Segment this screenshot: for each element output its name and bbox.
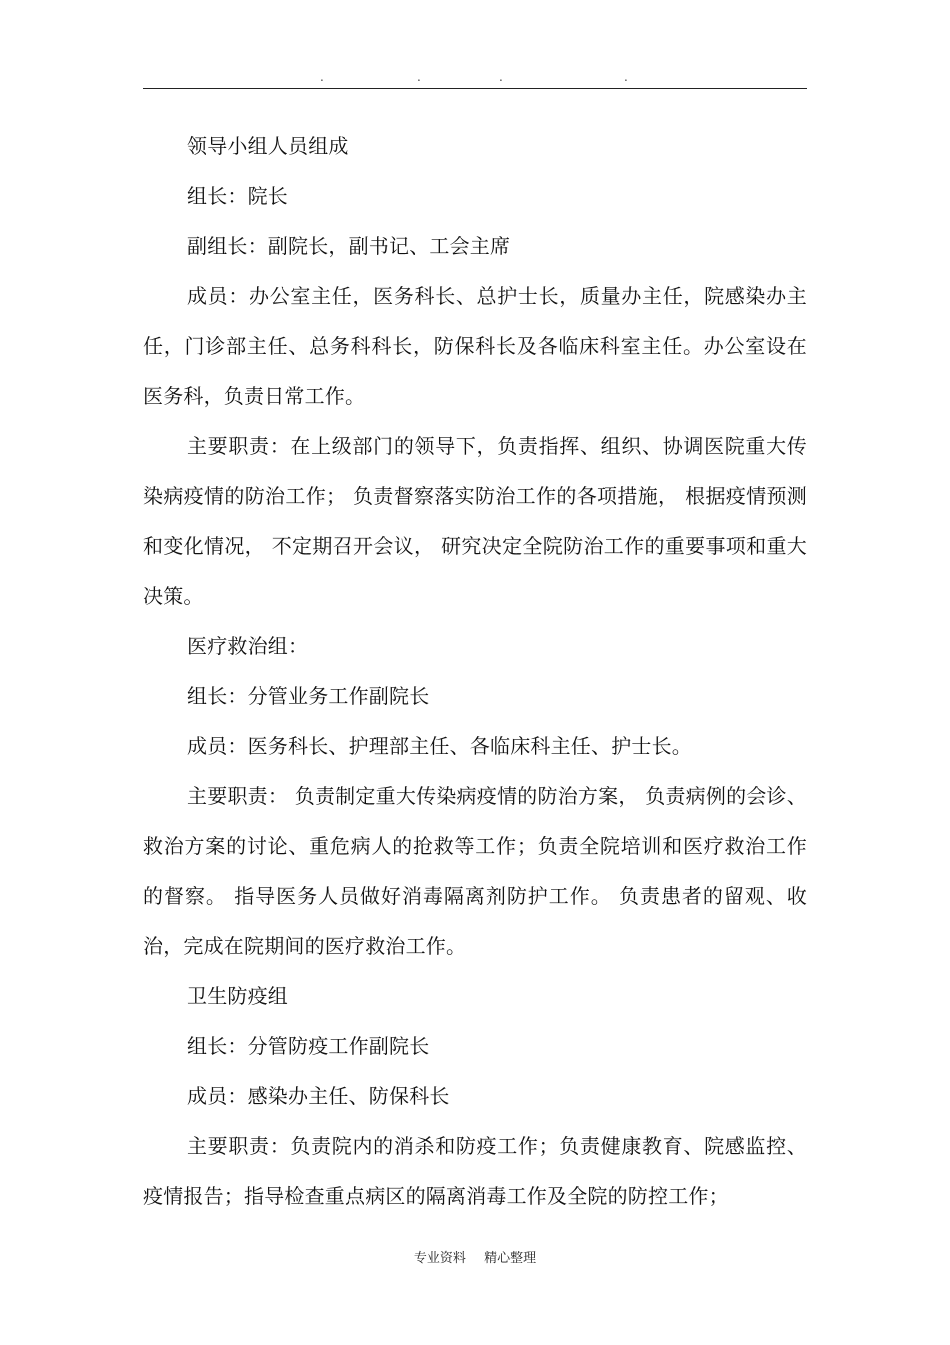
document-body (143, 121, 807, 1221)
header-rule (143, 88, 807, 89)
medical-members-line: 成员：医务科长、护理部主任、各临床科主任、护士长。 (187, 734, 692, 758)
header-dot: . (320, 70, 324, 84)
header-dots (0, 70, 950, 84)
leader-line: 组长：院长 (187, 184, 288, 208)
prevention-members-line: 成员：感染办主任、防保科长 (187, 1084, 450, 1108)
header-dot: . (624, 70, 628, 84)
header-dot: . (417, 70, 421, 84)
section-heading-medical-treatment: 医疗救治组： (187, 634, 309, 658)
medical-duties-paragraph: 主要职责： 负责制定重大传染病疫情的防治方案， 负责病例的会诊、救治方案的讨论、重危病人的抢救等工作；负责全院培训和医疗救治工作的督察。 指导医务人员做好消毒隔离剂防护工作。 负责患者的留观、收治，完成在院期间的医疗救治工作。 (143, 784, 807, 958)
footer-left-text: 专业资料 (413, 1251, 466, 1266)
deputy-leader-line: 副组长：副院长，副书记、工会主席 (187, 234, 511, 258)
page-footer (0, 1250, 950, 1268)
duties-paragraph: 主要职责：在上级部门的领导下，负责指挥、组织、协调医院重大传染病疫情的防治工作； 负责督察落实防治工作的各项措施， 根据疫情预测和变化情况， 不定期召开会议， 研究决定全院防治工作的重要事项和重大决策。 (143, 434, 807, 608)
medical-leader-line: 组长：分管业务工作副院长 (187, 684, 430, 708)
footer-right-text: 精心整理 (484, 1251, 537, 1266)
section-heading-leadership: 领导小组人员组成 (187, 134, 349, 158)
prevention-leader-line: 组长：分管防疫工作副院长 (187, 1034, 430, 1058)
prevention-duties-paragraph: 主要职责：负责院内的消杀和防疫工作；负责健康教育、院感监控、疫情报告；指导检查重点病区的隔离消毒工作及全院的防控工作； (143, 1134, 807, 1208)
header-dot: . (499, 70, 503, 84)
members-paragraph: 成员：办公室主任，医务科长、总护士长，质量办主任，院感染办主任，门诊部主任、总务科科长，防保科长及各临床科室主任。办公室设在医务科，负责日常工作。 (143, 284, 807, 408)
section-heading-epidemic-prevention: 卫生防疫组 (187, 984, 288, 1008)
